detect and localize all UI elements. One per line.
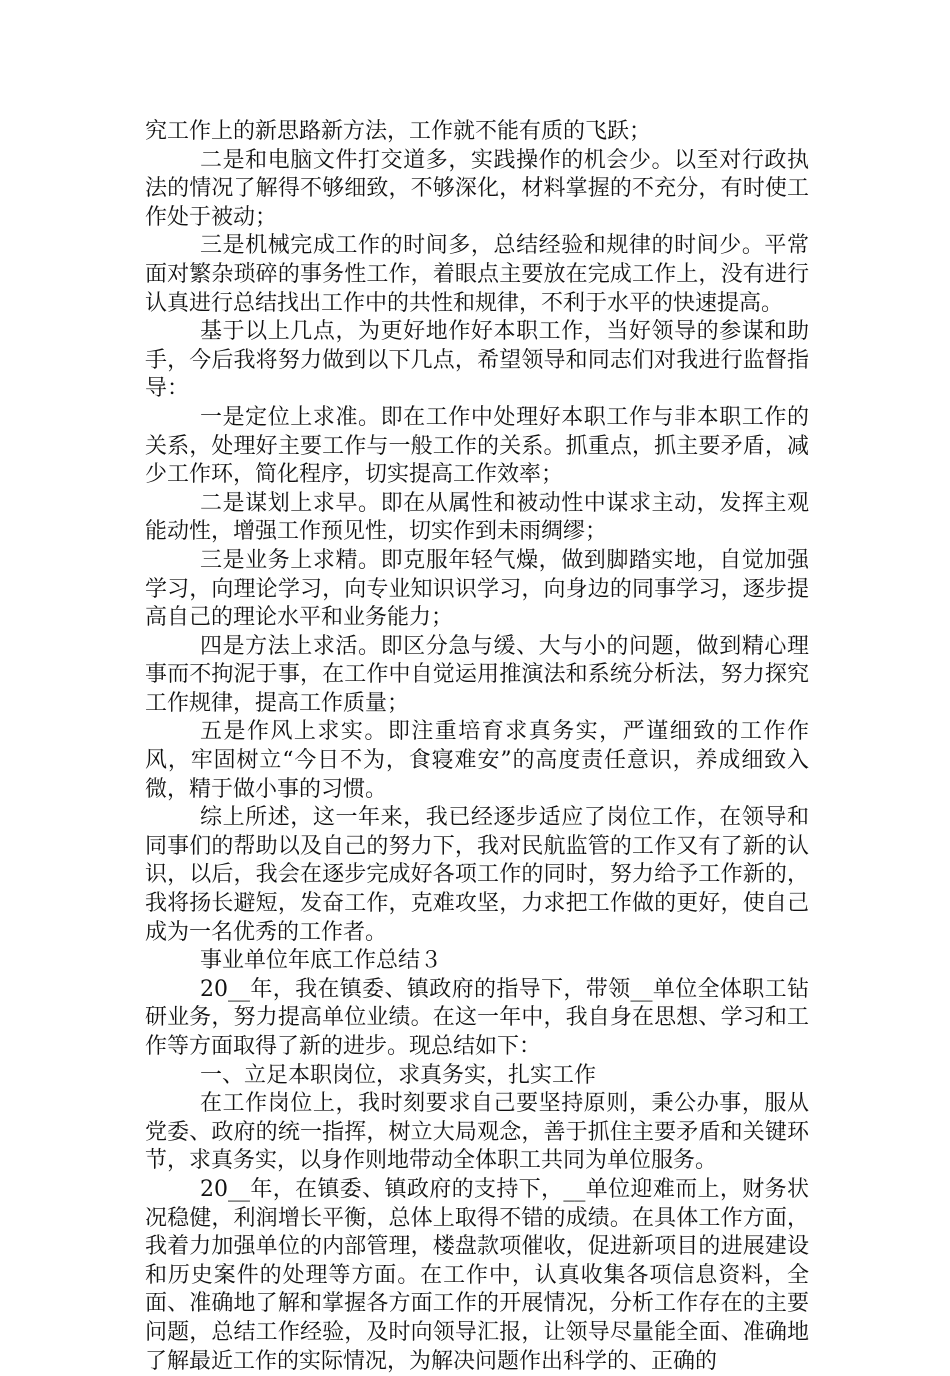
paragraph: 三是业务上求精。即克服年轻气燥，做到脚踏实地，自觉加强学习，向理论学习，向专业知识识学习，向身边的同事学习，逐步提高自己的理论水平和业务能力； [145,547,809,631]
paragraph: 综上所述，这一年来，我已经逐步适应了岗位工作，在领导和同事们的帮助以及自己的努力下，我对民航监管的工作又有了新的认识，以后，我会在逐步完成好各项工作的同时，努力给予工作新的，我将扬长避短，发奋工作，克难攻坚，力求把工作做的更好，使自己成为一名优秀的工作者。 [145,805,809,945]
paragraph: 三是机械完成工作的时间多，总结经验和规律的时间少。平常面对繁杂琐碎的事务性工作，着眼点主要放在完成工作上，没有进行认真进行总结找出工作中的共性和规律，不利于水平的快速提高。 [145,233,809,316]
document-body [145,118,809,1376]
section-heading: 事业单位年底工作总结３ [200,948,443,974]
paragraph: 二是谋划上求早。即在从属性和被动性中谋求主动，发挥主观能动性，增强工作预见性，切实作到未雨绸缪； [145,490,809,545]
paragraph: 二是和电脑文件打交道多，实践操作的机会少。以至对行政执法的情况了解得不够细致，不够深化，材料掌握的不充分，有时使工作处于被动； [145,147,809,230]
paragraph: 在工作岗位上，我时刻要求自己要坚持原则，秉公办事，服从党委、政府的统一指挥，树立大局观念，善于抓住主要矛盾和关键环节，求真务实，以身作则地带动全体职工共同为单位服务。 [145,1091,809,1174]
paragraph: 20__年，在镇委、镇政府的支持下，__单位迎难而上，财务状况稳健，利润增长平衡，总体上取得不错的成绩。在具体工作方面，我着力加强单位的内部管理，楼盘款项催收，促进新项目的进展建设和历史案件的处理等方面。在工作中，认真收集各项信息资料，全面、准确地了解和掌握各方面工作的开展情况，分析工作存在的主要问题，总结工作经验，及时向领导汇报，让领导尽量能全面、准确地了解最近工作的实际情况，为解决问题作出科学的、正确的 [145,1176,809,1374]
paragraph: 基于以上几点，为更好地作好本职工作，当好领导的参谋和助手，今后我将努力做到以下几点，希望领导和同志们对我进行监督指导： [145,319,809,402]
paragraph: 一是定位上求准。即在工作中处理好本职工作与非本职工作的关系，处理好主要工作与一般工作的关系。抓重点，抓主要矛盾，减少工作环，简化程序，切实提高工作效率； [145,404,809,488]
paragraph: 四是方法上求活。即区分急与缓、大与小的问题，做到精心理事而不拘泥于事，在工作中自觉运用推演法和系统分析法，努力探究工作规律，提高工作质量； [145,633,809,716]
paragraph: 五是作风上求实。即注重培育求真务实，严谨细致的工作作风，牢固树立“今日不为，食寝难安”的高度责任意识，养成细致入微，精于做小事的习惯。 [145,719,809,802]
subsection-heading: 一、立足本职岗位，求真务实，扎实工作 [200,1062,597,1088]
paragraph: 20__年，我在镇委、镇政府的指导下，带领__单位全体职工钻研业务，努力提高单位业绩。在这一年中，我自身在思想、学习和工作等方面取得了新的进步。现总结如下： [145,976,809,1059]
paragraph: 究工作上的新思路新方法，工作就不能有质的飞跃； [145,119,652,144]
